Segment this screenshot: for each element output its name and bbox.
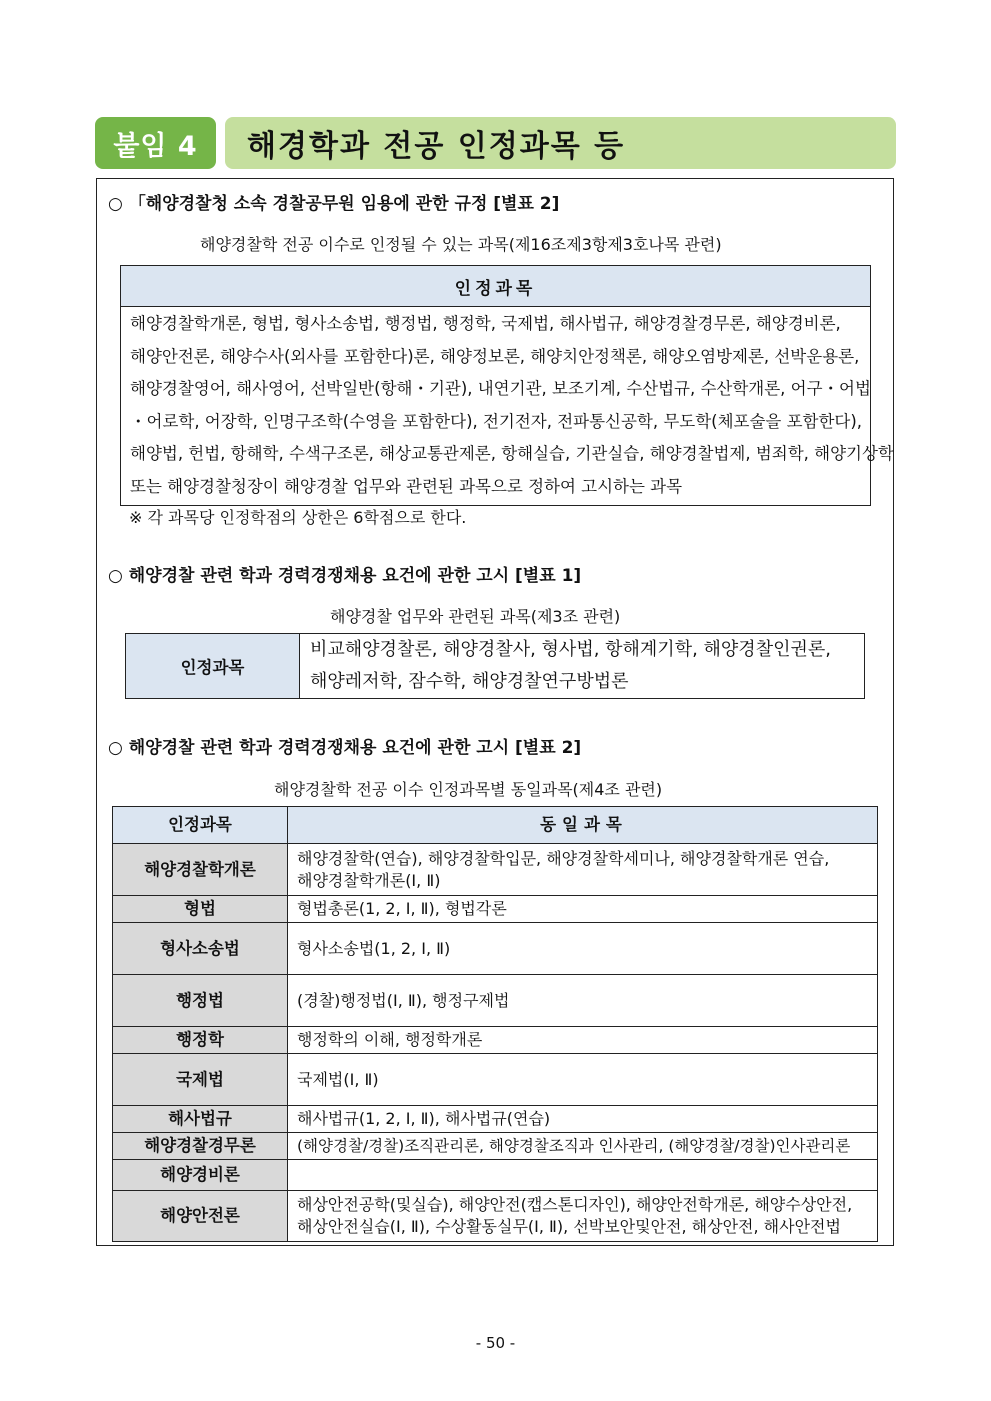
equivalent-cell bbox=[288, 1027, 878, 1054]
subject-line: 비교해양경찰론, 해양경찰사, 형사법, 항해계기학, 해양경찰인권론, bbox=[310, 639, 831, 660]
equivalent-line: 해사법규(1, 2, Ⅰ, Ⅱ), 해사법규(연습) bbox=[297, 1109, 551, 1128]
equivalent-cell bbox=[288, 1106, 878, 1133]
page-title: 해경학과 전공 인정과목 등 bbox=[247, 129, 626, 164]
section2-heading: ○ 해양경찰 관련 학과 경력경쟁채용 요건에 관한 고시 [별표 1] bbox=[108, 566, 582, 586]
subject-line: 해양안전론, 해양수사(외사를 포함한다)론, 해양정보론, 해양치안정책론, 해양오염방제론, 선박운용론, bbox=[130, 346, 860, 366]
table-row bbox=[113, 896, 878, 923]
subject-line: 해양법, 헌법, 항해학, 수색구조론, 해상교통관제론, 항해실습, 기관실습, 해양경찰법제, 범죄학, 해양기상학 bbox=[130, 444, 894, 463]
subject-cell: 형사소송법 bbox=[113, 923, 288, 975]
subject-line: 해양경찰영어, 해사영어, 선박일반(항해・기관), 내연기관, 보조기계, 수산법규, 수산학개론, 어구・어법 bbox=[130, 379, 871, 398]
table-row bbox=[113, 1133, 878, 1160]
page-number: - 50 - bbox=[475, 1334, 516, 1352]
equivalent-cell bbox=[288, 975, 878, 1027]
subject-cell: 해사법규 bbox=[113, 1106, 288, 1133]
equivalent-cell bbox=[288, 1160, 878, 1191]
equivalent-line: 형사소송법(1, 2, Ⅰ, Ⅱ) bbox=[297, 938, 451, 958]
table-row bbox=[113, 1191, 878, 1242]
equivalent-cell bbox=[288, 896, 878, 923]
table-value bbox=[300, 634, 864, 698]
table-row bbox=[113, 1106, 878, 1133]
equivalent-line: 해상안전실습(Ⅰ, Ⅱ), 수상활동실무(Ⅰ, Ⅱ), 선박보안및안전, 해상안전, 해사안전법 bbox=[297, 1217, 841, 1236]
subject-cell: 해양경비론 bbox=[113, 1160, 288, 1191]
recognized-subjects-table bbox=[120, 265, 894, 506]
subject-cell: 행정학 bbox=[113, 1027, 288, 1054]
attachment-badge: 붙임 4 bbox=[95, 117, 216, 169]
section3-heading: ○ 해양경찰 관련 학과 경력경쟁채용 요건에 관한 고시 [별표 2] bbox=[108, 738, 582, 758]
equivalent-cell bbox=[288, 1054, 878, 1106]
table-body bbox=[121, 307, 894, 505]
equivalent-line: 형법총론(1, 2, Ⅰ, Ⅱ), 형법각론 bbox=[297, 899, 507, 918]
table-row bbox=[113, 1160, 878, 1191]
page-title-bar bbox=[225, 117, 896, 169]
section2-caption: 해양경찰 업무와 관련된 과목(제3조 관련) bbox=[330, 607, 621, 626]
table-row bbox=[113, 1027, 878, 1054]
subject-cell: 국제법 bbox=[113, 1054, 288, 1106]
equivalent-line: 해양경찰학(연습), 해양경찰학입문, 해양경찰학세미나, 해양경찰학개론 연습, bbox=[297, 848, 830, 868]
section1-heading: ○ 「해양경찰청 소속 경찰공무원 임용에 관한 규정 [별표 2] bbox=[108, 194, 560, 214]
subject-line: 해양레저학, 잠수학, 해양경찰연구방법론 bbox=[310, 671, 629, 692]
table-row bbox=[113, 975, 878, 1027]
equivalent-cell bbox=[288, 923, 878, 975]
equivalent-line: (해양경찰/경찰)조직관리론, 해양경찰조직과 인사관리, (해양경찰/경찰)인사관리론 bbox=[297, 1137, 851, 1155]
column-header-subject: 인정과목 bbox=[113, 807, 288, 844]
equivalent-cell bbox=[288, 1191, 878, 1242]
section1-caption: 해양경찰학 전공 이수로 인정될 수 있는 과목(제16조제3항제3호나목 관련) bbox=[200, 235, 722, 254]
section3-caption: 해양경찰학 전공 이수 인정과목별 동일과목(제4조 관련) bbox=[274, 780, 663, 799]
table-row bbox=[113, 923, 878, 975]
table-row bbox=[113, 1054, 878, 1106]
subject-line: 또는 해양경찰청장이 해양경찰 업무와 관련된 과목으로 정하여 고시하는 과목 bbox=[130, 476, 683, 496]
equivalent-line: (경찰)행정법(Ⅰ, Ⅱ), 행정구제법 bbox=[297, 990, 510, 1010]
table-row bbox=[113, 844, 878, 896]
equivalent-cell bbox=[288, 844, 878, 896]
subject-cell: 해양안전론 bbox=[113, 1191, 288, 1242]
table-label: 인정과목 bbox=[126, 634, 300, 698]
related-subjects-table bbox=[125, 633, 865, 699]
subject-cell: 형법 bbox=[113, 896, 288, 923]
table-header-row bbox=[113, 807, 878, 844]
column-header-equivalent: 동일과목 bbox=[288, 807, 878, 844]
subject-line: 해양경찰학개론, 형법, 형사소송법, 행정법, 행정학, 국제법, 해사법규, 해양경찰경무론, 해양경비론, bbox=[130, 314, 841, 333]
subject-cell: 해양경찰학개론 bbox=[113, 844, 288, 896]
equivalent-cell bbox=[288, 1133, 878, 1160]
equivalent-line: 해상안전공학(및실습), 해양안전(캡스톤디자인), 해양안전학개론, 해양수상안전, bbox=[297, 1195, 853, 1214]
subject-cell: 행정법 bbox=[113, 975, 288, 1027]
equivalent-subjects-table bbox=[112, 806, 878, 1242]
equivalent-line: 국제법(Ⅰ, Ⅱ) bbox=[297, 1069, 379, 1089]
equivalent-line: 해양경찰학개론(Ⅰ, Ⅱ) bbox=[297, 870, 441, 890]
table-header: 인정과목 bbox=[121, 266, 870, 307]
subject-cell: 해양경찰경무론 bbox=[113, 1133, 288, 1160]
credit-limit-note: ※ 각 과목당 인정학점의 상한은 6학점으로 한다. bbox=[129, 508, 467, 527]
subject-line: ・어로학, 어장학, 인명구조학(수영을 포함한다), 전기전자, 전파통신공학, 무도학(체포술을 포함한다), bbox=[130, 411, 863, 431]
equivalent-line: 행정학의 이해, 행정학개론 bbox=[297, 1030, 483, 1049]
